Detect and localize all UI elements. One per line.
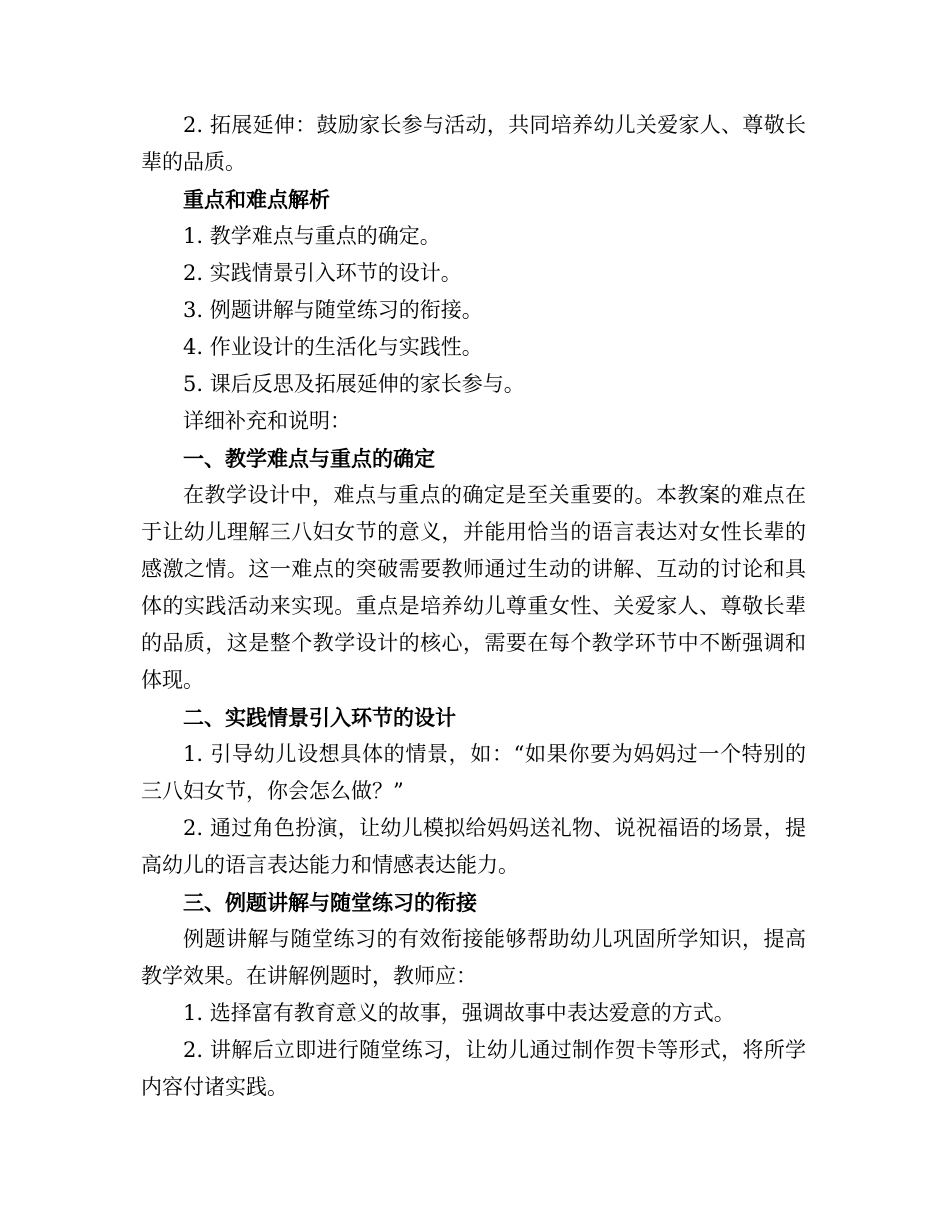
list-item: 1. 选择富有教育意义的故事，强调故事中表达爱意的方式。 <box>183 1001 735 1025</box>
section-heading-2: 二、实践情景引入环节的设计 <box>183 705 456 730</box>
list-item: 1. 教学难点与重点的确定。 <box>183 224 441 248</box>
section-heading-3: 三、例题讲解与随堂练习的衔接 <box>183 890 477 915</box>
section-heading-1: 一、教学难点与重点的确定 <box>183 446 435 471</box>
list-item: 2. 通过角色扮演，让幼儿模拟给妈妈送礼物、说祝福语的场景，提高幼儿的语言表达能力和情感表达能力。 <box>141 816 806 877</box>
paragraph-section-1: 在教学设计中，难点与重点的确定是至关重要的。本教案的难点在于让幼儿理解三八妇女节的意义，并能用恰当的语言表达对女性长辈的感激之情。这一难点的突破需要教师通过生动的讲解、互动的讨论和具体的实践活动来实现。重点是培养幼儿尊重女性、关爱家人、尊敬长辈的品质，这是整个教学设计的核心，需要在每个教学环节中不断强调和体现。 <box>141 483 806 692</box>
heading-key-points: 重点和难点解析 <box>183 187 330 212</box>
list-item: 4. 作业设计的生活化与实践性。 <box>183 335 483 359</box>
paragraph-section-3: 例题讲解与随堂练习的有效衔接能够帮助幼儿巩固所学知识，提高教学效果。在讲解例题时，教师应： <box>141 927 806 988</box>
list-item: 3. 例题讲解与随堂练习的衔接。 <box>183 298 483 322</box>
paragraph-details-intro: 详细补充和说明： <box>183 409 351 433</box>
list-item: 2. 讲解后立即进行随堂练习，让幼儿通过制作贺卡等形式，将所学内容付诸实践。 <box>141 1038 806 1099</box>
list-item: 1. 引导幼儿设想具体的情景，如：“如果你要为妈妈过一个特别的三八妇女节，你会怎么做？” <box>141 742 806 803</box>
document-page <box>141 107 806 1106</box>
list-item: 5. 课后反思及拓展延伸的家长参与。 <box>183 372 525 396</box>
list-item: 2. 实践情景引入环节的设计。 <box>183 261 462 285</box>
paragraph-extension: 2. 拓展延伸：鼓励家长参与活动，共同培养幼儿关爱家人、尊敬长辈的品质。 <box>141 113 806 174</box>
